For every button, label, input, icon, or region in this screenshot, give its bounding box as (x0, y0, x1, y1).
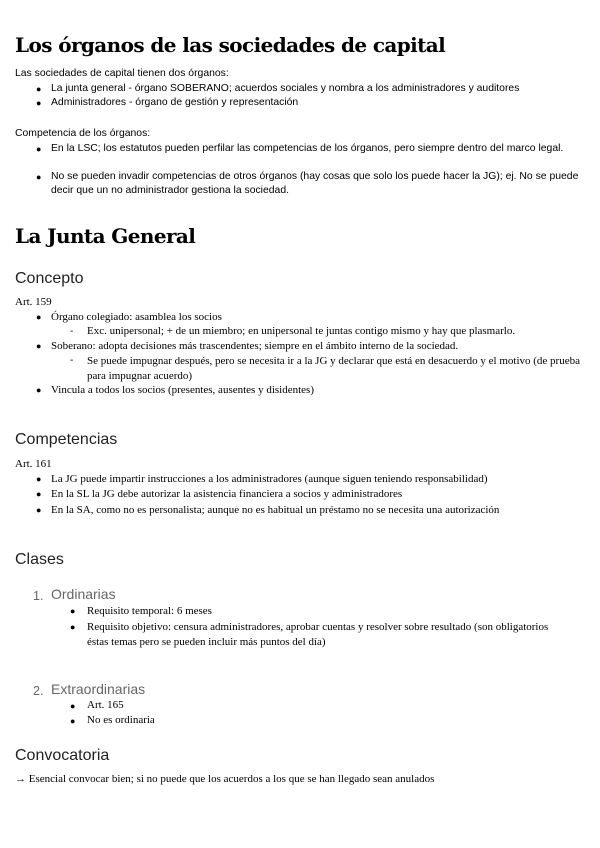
competencias-item: En la SL la JG debe autorizar la asistencia financiera a socios y administradores (51, 488, 403, 500)
dash-icon: - (70, 326, 74, 337)
bullet-icon: ● (36, 144, 42, 154)
bullet-icon: ● (70, 622, 76, 632)
bullet-icon: ● (36, 98, 42, 108)
competencia-item: En la LSC; los estatutos pueden perfilar las competencias de los órganos, pero siempre dentro del marco legal. (51, 143, 564, 154)
convocatoria-text: → Esencial convocar bien; si no puede que los acuerdos a los que se han llegado sean anulados (15, 773, 435, 785)
bullet-icon: ● (36, 84, 42, 94)
bullet-icon: ● (36, 505, 42, 515)
ordinarias-item: Requisito temporal: 6 meses (87, 605, 212, 617)
bullet-icon: ● (36, 385, 42, 395)
heading-concepto: Concepto (15, 270, 84, 287)
concepto-subitem: Exc. unipersonal; + de un miembro; en unipersonal te juntas contigo mismo y hay que plasmarlo. (87, 325, 516, 337)
ordinarias-item: Requisito objetivo: censura administradores, aprobar cuentas y resolver sobre resultado (son obligatorios éstas temas pero se pueden incluir más puntos del día) (87, 621, 549, 648)
list-number: 1. (33, 589, 44, 603)
concepto-subitem: Se puede impugnar después, pero se necesita ir a la JG y declarar que está en desacuerdo y el motivo (de prueba para impugnar acuerdo) (87, 355, 580, 382)
bullet-icon: ● (36, 474, 42, 484)
bullet-icon: ● (36, 312, 42, 322)
concepto-item: Soberano: adopta decisiones más trascendentes; siempre en el ámbito interno de la sociedad. (51, 340, 459, 352)
concepto-item: Órgano colegiado: asamblea los socios (51, 311, 222, 323)
list-number: 2. (33, 684, 44, 698)
dash-icon: - (70, 355, 74, 366)
bullet-icon: ● (70, 716, 76, 726)
bullet-icon: ● (36, 341, 42, 351)
intro-lead: Las sociedades de capital tienen dos órganos: (15, 68, 229, 79)
section-title-junta-general: La Junta General (15, 224, 196, 248)
page-title: Los órganos de las sociedades de capital (15, 33, 446, 57)
heading-clases: Clases (15, 551, 64, 568)
competencia-item: No se pueden invadir competencias de otros órganos (hay cosas que solo los puede hacer la JG); ej. No se puede decir que un no administrador gestiona la sociedad. (51, 171, 579, 196)
article-ref: Art. 159 (15, 296, 52, 308)
intro-item: Administradores - órgano de gestión y representación (51, 97, 299, 108)
heading-competencias: Competencias (15, 431, 118, 448)
bullet-icon: ● (36, 489, 42, 499)
heading-convocatoria: Convocatoria (15, 747, 110, 764)
bullet-icon: ● (36, 172, 42, 182)
concepto-item: Vincula a todos los socios (presentes, ausentes y disidentes) (51, 384, 314, 396)
extraordinarias-item: Art. 165 (87, 699, 124, 711)
bullet-icon: ● (70, 701, 76, 711)
competencia-lead: Competencia de los órganos: (15, 128, 151, 139)
competencias-item: En la SA, como no es personalista; aunque no es habitual un préstamo no se necesita una autorización (51, 504, 500, 516)
extraordinarias-item: No es ordinaria (87, 714, 155, 726)
heading-ordinarias: Ordinarias (51, 586, 116, 602)
intro-item: La junta general - órgano SOBERANO; acuerdos sociales y nombra a los administradores y auditores (51, 83, 520, 94)
article-ref: Art. 161 (15, 458, 52, 470)
competencias-item: La JG puede impartir instrucciones a los administradores (aunque siguen teniendo responsabilidad) (51, 473, 488, 485)
heading-extraordinarias: Extraordinarias (51, 681, 146, 697)
bullet-icon: ● (70, 606, 76, 616)
